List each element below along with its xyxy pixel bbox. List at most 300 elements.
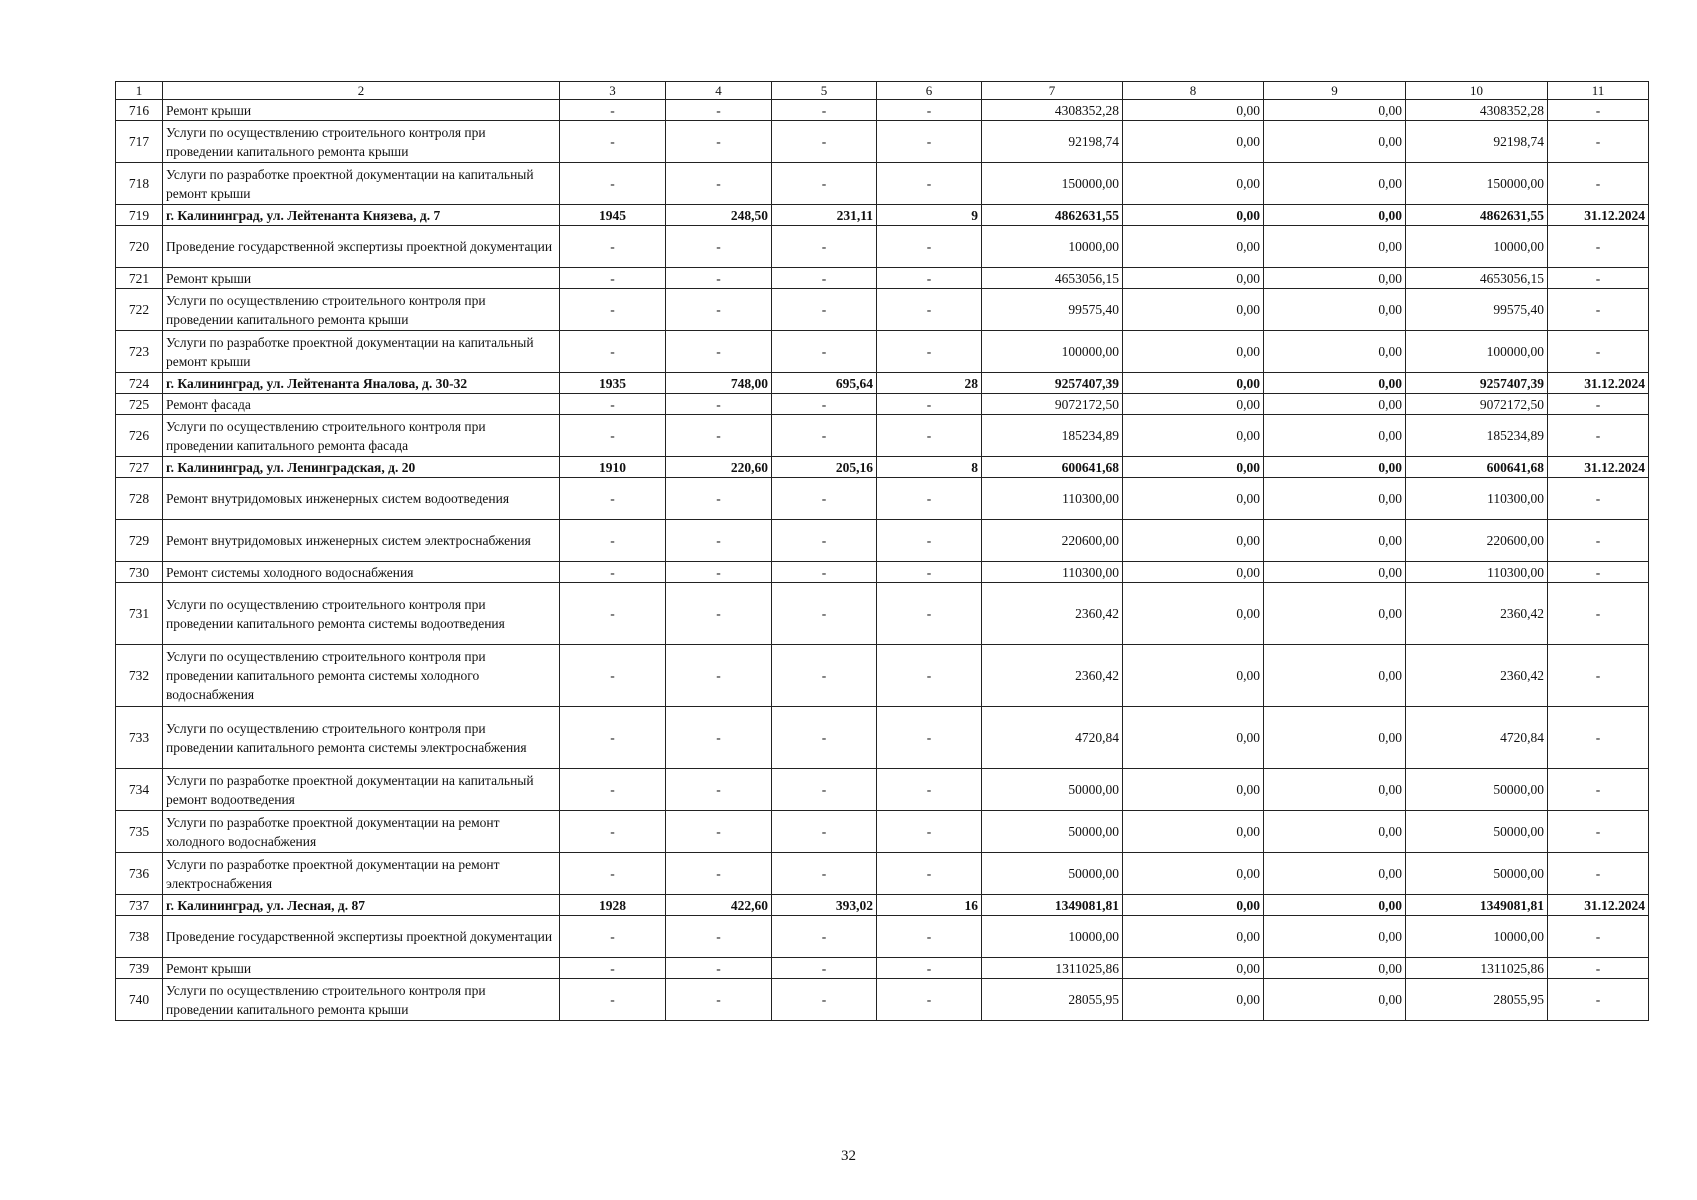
table-row (116, 707, 1649, 769)
year-built-cell: - (560, 394, 666, 415)
total-cost-cell: 4862631,55 (982, 205, 1123, 226)
table-row (116, 520, 1649, 562)
budget-funds-cell: 0,00 (1264, 895, 1406, 916)
row-number-cell: 737 (116, 895, 163, 916)
total-cost-cell: 28055,95 (982, 979, 1123, 1021)
table-row (116, 979, 1649, 1021)
living-area-cell: - (772, 331, 877, 373)
residents-count-cell: 9 (877, 205, 982, 226)
total-cost-cell: 110300,00 (982, 562, 1123, 583)
table-row (116, 583, 1649, 645)
year-built-cell: - (560, 979, 666, 1021)
work-description-cell: Услуги по осуществлению строительного контроля при проведении капитального ремонта фасада (163, 415, 560, 457)
total-area-cell: 220,60 (666, 457, 772, 478)
register-sheet (115, 81, 1649, 1021)
budget-funds-cell: 0,00 (1264, 100, 1406, 121)
year-built-cell: - (560, 100, 666, 121)
table-row (116, 769, 1649, 811)
row-number-cell: 719 (116, 205, 163, 226)
living-area-cell: 205,16 (772, 457, 877, 478)
total-cost-cell: 50000,00 (982, 769, 1123, 811)
residents-count-cell: - (877, 394, 982, 415)
total-area-cell: - (666, 226, 772, 268)
col-header-8: 8 (1123, 82, 1264, 100)
fund-support-cell: 0,00 (1123, 707, 1264, 769)
fund-support-cell: 0,00 (1123, 394, 1264, 415)
budget-funds-cell: 0,00 (1264, 811, 1406, 853)
living-area-cell: 393,02 (772, 895, 877, 916)
year-built-cell: - (560, 916, 666, 958)
table-row (116, 958, 1649, 979)
residents-count-cell: - (877, 583, 982, 645)
fund-support-cell: 0,00 (1123, 331, 1264, 373)
owner-funds-cell: 2360,42 (1406, 583, 1548, 645)
total-cost-cell: 50000,00 (982, 853, 1123, 895)
deadline-cell: - (1548, 289, 1649, 331)
owner-funds-cell: 4308352,28 (1406, 100, 1548, 121)
living-area-cell: - (772, 226, 877, 268)
owner-funds-cell: 50000,00 (1406, 853, 1548, 895)
residents-count-cell: 28 (877, 373, 982, 394)
total-cost-cell: 1311025,86 (982, 958, 1123, 979)
work-description-cell: Услуги по разработке проектной документации на капитальный ремонт крыши (163, 331, 560, 373)
owner-funds-cell: 4653056,15 (1406, 268, 1548, 289)
total-area-cell: - (666, 268, 772, 289)
table-row (116, 205, 1649, 226)
year-built-cell: - (560, 853, 666, 895)
budget-funds-cell: 0,00 (1264, 853, 1406, 895)
fund-support-cell: 0,00 (1123, 373, 1264, 394)
budget-funds-cell: 0,00 (1264, 583, 1406, 645)
total-cost-cell: 2360,42 (982, 583, 1123, 645)
row-number-cell: 736 (116, 853, 163, 895)
fund-support-cell: 0,00 (1123, 268, 1264, 289)
budget-funds-cell: 0,00 (1264, 121, 1406, 163)
deadline-cell: - (1548, 853, 1649, 895)
total-cost-cell: 110300,00 (982, 478, 1123, 520)
work-description-cell: г. Калининград, ул. Лейтенанта Яналова, д. 30-32 (163, 373, 560, 394)
total-cost-cell: 92198,74 (982, 121, 1123, 163)
fund-support-cell: 0,00 (1123, 645, 1264, 707)
fund-support-cell: 0,00 (1123, 853, 1264, 895)
residents-count-cell: 8 (877, 457, 982, 478)
owner-funds-cell: 150000,00 (1406, 163, 1548, 205)
table-row (116, 457, 1649, 478)
budget-funds-cell: 0,00 (1264, 562, 1406, 583)
col-header-5: 5 (772, 82, 877, 100)
total-cost-cell: 4653056,15 (982, 268, 1123, 289)
year-built-cell: - (560, 478, 666, 520)
owner-funds-cell: 4862631,55 (1406, 205, 1548, 226)
row-number-cell: 731 (116, 583, 163, 645)
year-built-cell: 1910 (560, 457, 666, 478)
owner-funds-cell: 9257407,39 (1406, 373, 1548, 394)
budget-funds-cell: 0,00 (1264, 163, 1406, 205)
fund-support-cell: 0,00 (1123, 895, 1264, 916)
table-row (116, 100, 1649, 121)
owner-funds-cell: 220600,00 (1406, 520, 1548, 562)
residents-count-cell: - (877, 916, 982, 958)
budget-funds-cell: 0,00 (1264, 769, 1406, 811)
table-row (116, 562, 1649, 583)
work-description-cell: Услуги по осуществлению строительного контроля при проведении капитального ремонта системы холодного водоснабжения (163, 645, 560, 707)
budget-funds-cell: 0,00 (1264, 226, 1406, 268)
fund-support-cell: 0,00 (1123, 916, 1264, 958)
budget-funds-cell: 0,00 (1264, 520, 1406, 562)
owner-funds-cell: 100000,00 (1406, 331, 1548, 373)
total-area-cell: - (666, 645, 772, 707)
living-area-cell: - (772, 562, 877, 583)
deadline-cell: 31.12.2024 (1548, 373, 1649, 394)
living-area-cell: - (772, 394, 877, 415)
table-row (116, 373, 1649, 394)
budget-funds-cell: 0,00 (1264, 478, 1406, 520)
total-area-cell: - (666, 100, 772, 121)
work-description-cell: Ремонт фасада (163, 394, 560, 415)
row-number-cell: 723 (116, 331, 163, 373)
year-built-cell: 1935 (560, 373, 666, 394)
row-number-cell: 732 (116, 645, 163, 707)
residents-count-cell: - (877, 562, 982, 583)
col-header-1: 1 (116, 82, 163, 100)
fund-support-cell: 0,00 (1123, 520, 1264, 562)
residents-count-cell: - (877, 415, 982, 457)
year-built-cell: - (560, 958, 666, 979)
table-row (116, 331, 1649, 373)
living-area-cell: - (772, 853, 877, 895)
living-area-cell: - (772, 769, 877, 811)
fund-support-cell: 0,00 (1123, 457, 1264, 478)
total-area-cell: - (666, 853, 772, 895)
total-area-cell: - (666, 583, 772, 645)
row-number-cell: 725 (116, 394, 163, 415)
fund-support-cell: 0,00 (1123, 415, 1264, 457)
fund-support-cell: 0,00 (1123, 979, 1264, 1021)
row-number-cell: 735 (116, 811, 163, 853)
work-description-cell: Ремонт внутридомовых инженерных систем водоотведения (163, 478, 560, 520)
col-header-11: 11 (1548, 82, 1649, 100)
year-built-cell: - (560, 289, 666, 331)
deadline-cell: - (1548, 562, 1649, 583)
deadline-cell: - (1548, 268, 1649, 289)
fund-support-cell: 0,00 (1123, 163, 1264, 205)
deadline-cell: - (1548, 645, 1649, 707)
living-area-cell: 695,64 (772, 373, 877, 394)
budget-funds-cell: 0,00 (1264, 331, 1406, 373)
residents-count-cell: 16 (877, 895, 982, 916)
year-built-cell: - (560, 226, 666, 268)
year-built-cell: 1945 (560, 205, 666, 226)
budget-funds-cell: 0,00 (1264, 268, 1406, 289)
total-cost-cell: 100000,00 (982, 331, 1123, 373)
row-number-cell: 722 (116, 289, 163, 331)
deadline-cell: - (1548, 979, 1649, 1021)
owner-funds-cell: 4720,84 (1406, 707, 1548, 769)
owner-funds-cell: 92198,74 (1406, 121, 1548, 163)
fund-support-cell: 0,00 (1123, 226, 1264, 268)
budget-funds-cell: 0,00 (1264, 394, 1406, 415)
fund-support-cell: 0,00 (1123, 289, 1264, 331)
living-area-cell: - (772, 645, 877, 707)
residents-count-cell: - (877, 121, 982, 163)
residents-count-cell: - (877, 289, 982, 331)
row-number-cell: 730 (116, 562, 163, 583)
budget-funds-cell: 0,00 (1264, 958, 1406, 979)
residents-count-cell: - (877, 268, 982, 289)
residents-count-cell: - (877, 707, 982, 769)
total-cost-cell: 600641,68 (982, 457, 1123, 478)
work-description-cell: Услуги по осуществлению строительного контроля при проведении капитального ремонта крыши (163, 121, 560, 163)
owner-funds-cell: 2360,42 (1406, 645, 1548, 707)
fund-support-cell: 0,00 (1123, 121, 1264, 163)
year-built-cell: 1928 (560, 895, 666, 916)
row-number-cell: 739 (116, 958, 163, 979)
work-description-cell: Услуги по разработке проектной документации на капитальный ремонт водоотведения (163, 769, 560, 811)
work-description-cell: Проведение государственной экспертизы проектной документации (163, 916, 560, 958)
total-area-cell: 748,00 (666, 373, 772, 394)
table-row (116, 163, 1649, 205)
budget-funds-cell: 0,00 (1264, 707, 1406, 769)
total-cost-cell: 9257407,39 (982, 373, 1123, 394)
total-area-cell: - (666, 520, 772, 562)
budget-funds-cell: 0,00 (1264, 916, 1406, 958)
deadline-cell: 31.12.2024 (1548, 205, 1649, 226)
deadline-cell: - (1548, 707, 1649, 769)
living-area-cell: - (772, 415, 877, 457)
work-description-cell: Услуги по разработке проектной документации на капитальный ремонт крыши (163, 163, 560, 205)
table-row (116, 478, 1649, 520)
total-cost-cell: 2360,42 (982, 645, 1123, 707)
living-area-cell: - (772, 916, 877, 958)
work-description-cell: Услуги по осуществлению строительного контроля при проведении капитального ремонта системы водоотведения (163, 583, 560, 645)
table-body (116, 82, 1649, 1021)
year-built-cell: - (560, 163, 666, 205)
budget-funds-cell: 0,00 (1264, 205, 1406, 226)
living-area-cell: - (772, 958, 877, 979)
deadline-cell: - (1548, 478, 1649, 520)
row-number-cell: 717 (116, 121, 163, 163)
year-built-cell: - (560, 415, 666, 457)
residents-count-cell: - (877, 478, 982, 520)
work-description-cell: Ремонт системы холодного водоснабжения (163, 562, 560, 583)
fund-support-cell: 0,00 (1123, 811, 1264, 853)
fund-support-cell: 0,00 (1123, 478, 1264, 520)
deadline-cell: - (1548, 163, 1649, 205)
living-area-cell: - (772, 289, 877, 331)
table-row (116, 121, 1649, 163)
table-row (116, 853, 1649, 895)
owner-funds-cell: 50000,00 (1406, 811, 1548, 853)
owner-funds-cell: 50000,00 (1406, 769, 1548, 811)
table-row (116, 226, 1649, 268)
residents-count-cell: - (877, 958, 982, 979)
work-description-cell: Ремонт крыши (163, 958, 560, 979)
capital-repair-table (115, 81, 1649, 1021)
fund-support-cell: 0,00 (1123, 562, 1264, 583)
year-built-cell: - (560, 769, 666, 811)
residents-count-cell: - (877, 979, 982, 1021)
residents-count-cell: - (877, 163, 982, 205)
owner-funds-cell: 99575,40 (1406, 289, 1548, 331)
residents-count-cell: - (877, 853, 982, 895)
row-number-cell: 716 (116, 100, 163, 121)
row-number-cell: 726 (116, 415, 163, 457)
total-cost-cell: 4308352,28 (982, 100, 1123, 121)
deadline-cell: 31.12.2024 (1548, 895, 1649, 916)
table-row (116, 394, 1649, 415)
living-area-cell: - (772, 478, 877, 520)
year-built-cell: - (560, 520, 666, 562)
total-area-cell: - (666, 415, 772, 457)
residents-count-cell: - (877, 100, 982, 121)
owner-funds-cell: 110300,00 (1406, 562, 1548, 583)
budget-funds-cell: 0,00 (1264, 373, 1406, 394)
owner-funds-cell: 9072172,50 (1406, 394, 1548, 415)
total-cost-cell: 10000,00 (982, 916, 1123, 958)
deadline-cell: - (1548, 958, 1649, 979)
row-number-cell: 727 (116, 457, 163, 478)
fund-support-cell: 0,00 (1123, 100, 1264, 121)
total-cost-cell: 4720,84 (982, 707, 1123, 769)
owner-funds-cell: 10000,00 (1406, 916, 1548, 958)
living-area-cell: - (772, 583, 877, 645)
row-number-cell: 733 (116, 707, 163, 769)
total-area-cell: 422,60 (666, 895, 772, 916)
work-description-cell: Услуги по разработке проектной документации на ремонт холодного водоснабжения (163, 811, 560, 853)
row-number-cell: 721 (116, 268, 163, 289)
living-area-cell: - (772, 707, 877, 769)
budget-funds-cell: 0,00 (1264, 979, 1406, 1021)
deadline-cell: - (1548, 769, 1649, 811)
living-area-cell: - (772, 811, 877, 853)
budget-funds-cell: 0,00 (1264, 457, 1406, 478)
total-area-cell: - (666, 958, 772, 979)
total-area-cell: - (666, 707, 772, 769)
residents-count-cell: - (877, 645, 982, 707)
budget-funds-cell: 0,00 (1264, 645, 1406, 707)
total-cost-cell: 99575,40 (982, 289, 1123, 331)
deadline-cell: - (1548, 100, 1649, 121)
col-header-4: 4 (666, 82, 772, 100)
col-header-9: 9 (1264, 82, 1406, 100)
row-number-cell: 740 (116, 979, 163, 1021)
work-description-cell: Проведение государственной экспертизы проектной документации (163, 226, 560, 268)
fund-support-cell: 0,00 (1123, 958, 1264, 979)
living-area-cell: - (772, 979, 877, 1021)
residents-count-cell: - (877, 520, 982, 562)
living-area-cell: - (772, 121, 877, 163)
owner-funds-cell: 185234,89 (1406, 415, 1548, 457)
row-number-cell: 724 (116, 373, 163, 394)
total-area-cell: - (666, 562, 772, 583)
col-header-6: 6 (877, 82, 982, 100)
total-area-cell: - (666, 979, 772, 1021)
table-row (116, 415, 1649, 457)
deadline-cell: - (1548, 331, 1649, 373)
owner-funds-cell: 110300,00 (1406, 478, 1548, 520)
living-area-cell: - (772, 520, 877, 562)
living-area-cell: - (772, 100, 877, 121)
page-number: 32 (841, 1148, 856, 1164)
work-description-cell: Услуги по осуществлению строительного контроля при проведении капитального ремонта крыши (163, 979, 560, 1021)
deadline-cell: - (1548, 394, 1649, 415)
column-number-header-row (116, 82, 1649, 100)
total-area-cell: - (666, 478, 772, 520)
fund-support-cell: 0,00 (1123, 205, 1264, 226)
total-area-cell: - (666, 916, 772, 958)
total-area-cell: - (666, 769, 772, 811)
work-description-cell: г. Калининград, ул. Ленинградская, д. 20 (163, 457, 560, 478)
owner-funds-cell: 1311025,86 (1406, 958, 1548, 979)
total-area-cell: - (666, 163, 772, 205)
table-row (116, 289, 1649, 331)
deadline-cell: - (1548, 121, 1649, 163)
year-built-cell: - (560, 121, 666, 163)
year-built-cell: - (560, 562, 666, 583)
budget-funds-cell: 0,00 (1264, 289, 1406, 331)
total-area-cell: - (666, 289, 772, 331)
total-area-cell: - (666, 811, 772, 853)
col-header-10: 10 (1406, 82, 1548, 100)
budget-funds-cell: 0,00 (1264, 415, 1406, 457)
total-area-cell: - (666, 394, 772, 415)
table-row (116, 811, 1649, 853)
year-built-cell: - (560, 583, 666, 645)
row-number-cell: 734 (116, 769, 163, 811)
total-cost-cell: 10000,00 (982, 226, 1123, 268)
living-area-cell: - (772, 163, 877, 205)
year-built-cell: - (560, 331, 666, 373)
total-cost-cell: 50000,00 (982, 811, 1123, 853)
fund-support-cell: 0,00 (1123, 583, 1264, 645)
work-description-cell: Ремонт крыши (163, 100, 560, 121)
owner-funds-cell: 1349081,81 (1406, 895, 1548, 916)
work-description-cell: Ремонт крыши (163, 268, 560, 289)
total-area-cell: 248,50 (666, 205, 772, 226)
work-description-cell: г. Калининград, ул. Лейтенанта Князева, д. 7 (163, 205, 560, 226)
work-description-cell: Услуги по осуществлению строительного контроля при проведении капитального ремонта системы электроснабжения (163, 707, 560, 769)
deadline-cell: - (1548, 916, 1649, 958)
deadline-cell: - (1548, 583, 1649, 645)
row-number-cell: 728 (116, 478, 163, 520)
row-number-cell: 718 (116, 163, 163, 205)
row-number-cell: 738 (116, 916, 163, 958)
deadline-cell: - (1548, 415, 1649, 457)
residents-count-cell: - (877, 226, 982, 268)
total-area-cell: - (666, 331, 772, 373)
total-cost-cell: 220600,00 (982, 520, 1123, 562)
total-cost-cell: 150000,00 (982, 163, 1123, 205)
deadline-cell: - (1548, 520, 1649, 562)
living-area-cell: - (772, 268, 877, 289)
year-built-cell: - (560, 268, 666, 289)
col-header-2: 2 (163, 82, 560, 100)
year-built-cell: - (560, 811, 666, 853)
row-number-cell: 729 (116, 520, 163, 562)
residents-count-cell: - (877, 811, 982, 853)
residents-count-cell: - (877, 769, 982, 811)
col-header-7: 7 (982, 82, 1123, 100)
fund-support-cell: 0,00 (1123, 769, 1264, 811)
total-area-cell: - (666, 121, 772, 163)
owner-funds-cell: 10000,00 (1406, 226, 1548, 268)
deadline-cell: 31.12.2024 (1548, 457, 1649, 478)
table-row (116, 645, 1649, 707)
work-description-cell: Ремонт внутридомовых инженерных систем электроснабжения (163, 520, 560, 562)
owner-funds-cell: 600641,68 (1406, 457, 1548, 478)
deadline-cell: - (1548, 226, 1649, 268)
work-description-cell: г. Калининград, ул. Лесная, д. 87 (163, 895, 560, 916)
